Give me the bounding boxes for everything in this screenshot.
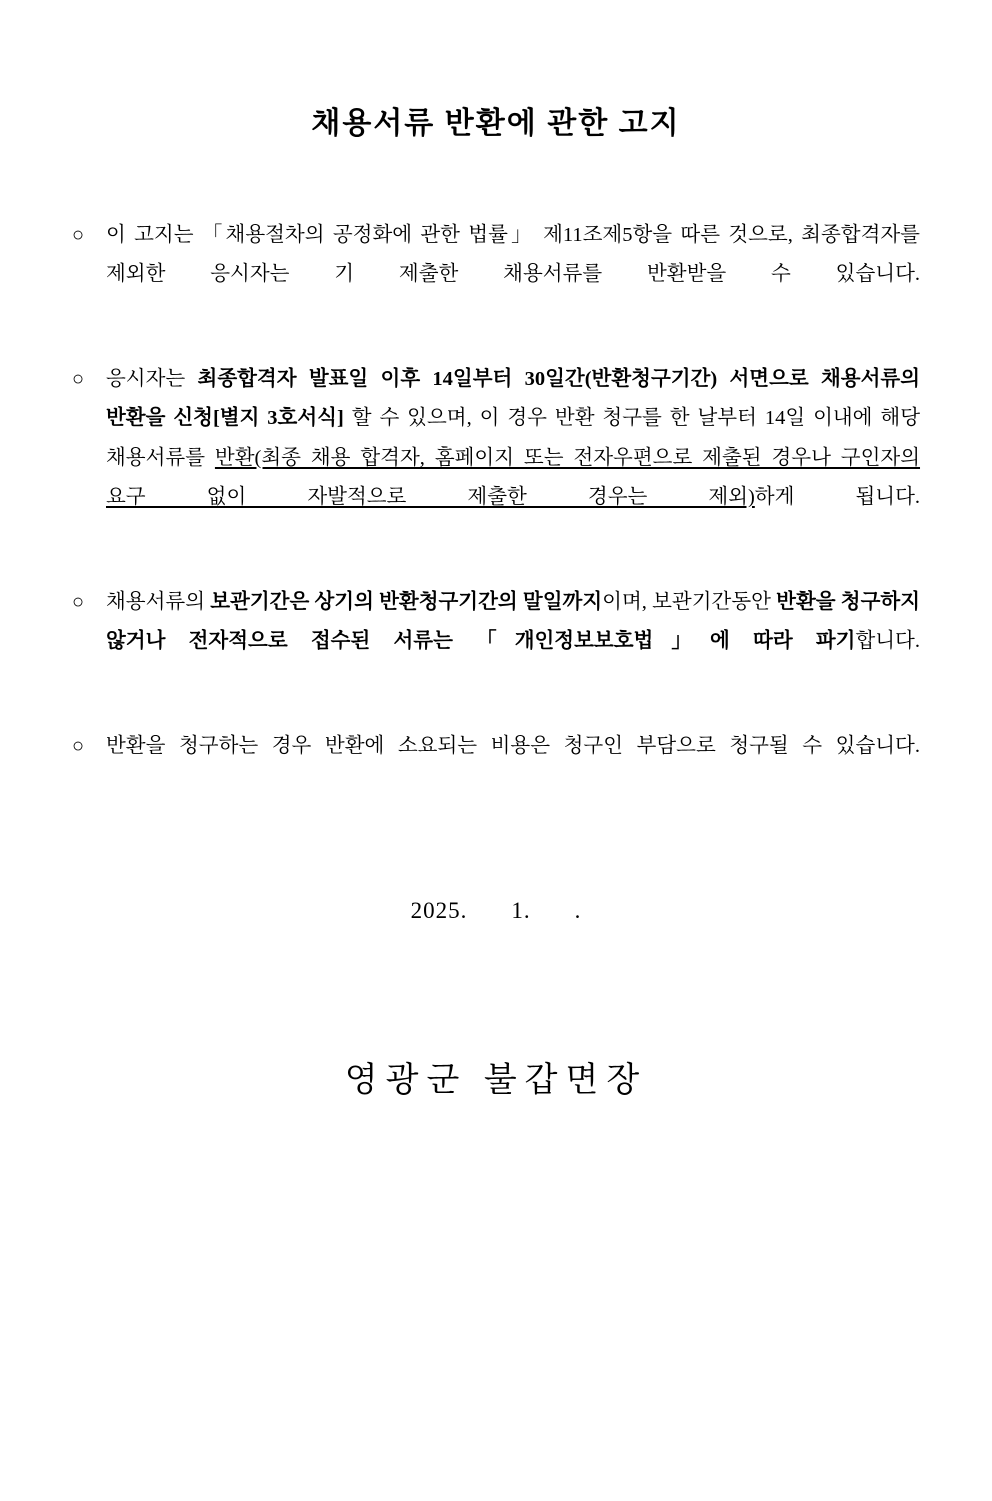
bullet-icon: ○ [72,734,85,757]
date-year: 2025. [410,897,468,923]
text-segment: 반환(최종 채용 합격자, 홈페이지 또는 전자우편으로 제출된 경우나 구인자의 요구 없이 자발적으로 제출한 경우는 제외) [106,446,921,509]
text-segment: 합니다. [855,630,920,653]
list-item [72,583,920,701]
list-item [72,360,920,557]
date-month: 1. [511,897,531,923]
text-segment: 이며, 보관기간동안 [602,590,777,613]
text-segment: 응시자는 [106,368,198,391]
list-item-text [106,216,920,334]
bullet-icon: ○ [72,224,85,246]
bullet-icon: ○ [72,368,85,391]
text-segment: 채용서류의 [106,590,211,613]
document-page [0,98,992,1501]
text-segment: 최종합격자 발표일 이후 14일부터 30일간(반환청구기간) 서면으로 채용서류의 반환을 신청[별지 3호서식] [106,368,920,430]
notice-body [72,216,920,806]
text-segment: 보관기간은 상기의 반환청구기간의 말일까지 [210,590,603,613]
list-item [72,216,920,334]
bullet-icon: ○ [72,590,85,613]
text-segment: 반환을 청구하는 경우 반환에 소요되는 비용은 청구인 부담으로 청구될 수 있습니다. [106,734,920,757]
text-segment: 이 고지는 「채용절차의 공정화에 관한 법률」 제11조제5항을 따른 것으로, 최종합격자를 제외한 응시자는 기 제출한 채용서류를 반환받을 수 있습니다. [106,224,920,286]
list-item [72,727,920,806]
text-segment: 반환을 청구하지 않거나 전자적으로 접수된 서류는 「개인정보보호법」에 따라 파기 [106,590,920,653]
list-item-text [106,583,920,701]
issuer-name: 영광군 불갑면장 [344,1061,648,1099]
list-item-text [106,360,920,557]
list-item-text [106,727,920,806]
text-segment: 하게 됩니다. [754,486,920,509]
page-title: 채용서류 반환에 관한 고지 [311,107,681,140]
text-segment: 할 수 있으며, 이 경우 반환 청구를 한 날부터 14일 이내에 해당 채용서류를 [106,407,921,469]
date-day: . [574,897,582,923]
issue-date [72,898,920,924]
